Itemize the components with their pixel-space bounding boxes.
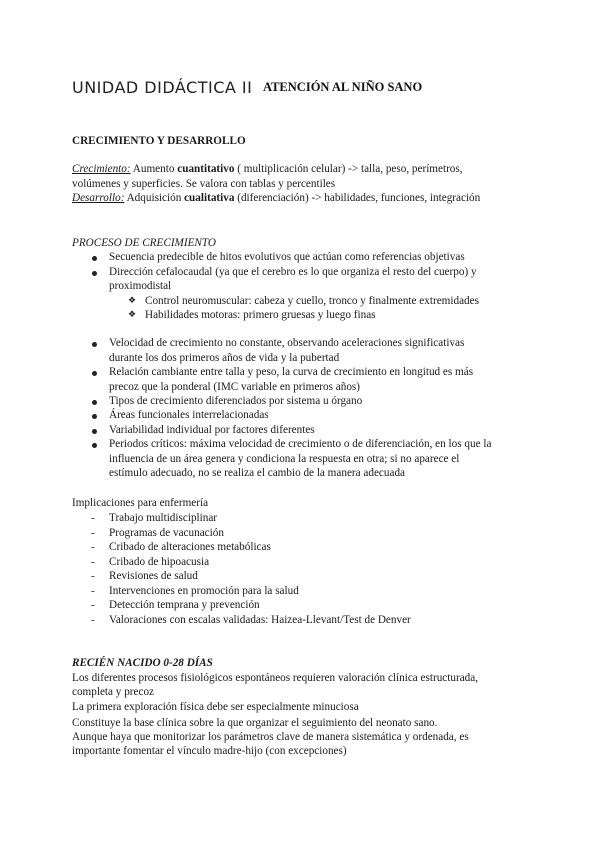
definition-crecimiento	[72, 162, 463, 177]
sub-list-item: Control neuromuscular: cabeza y cuello, tronco y finalmente extremidades	[145, 295, 479, 307]
dash-bullet: -	[91, 556, 95, 568]
list-item: Dirección cefalocaudal (ya que el cerebro es lo que organiza el resto del cuerpo) y	[109, 266, 477, 278]
list-item: Revisiones de salud	[109, 570, 198, 582]
bullet-icon	[92, 342, 97, 347]
list-item-cont: durante los dos primeros años de vida y la pubertad	[109, 352, 340, 364]
list-item: Tipos de crecimiento diferenciados por sistema u órgano	[109, 395, 363, 407]
section-heading-crecimiento-desarrollo: CRECIMIENTO Y DESARROLLO	[72, 135, 246, 147]
list-item: Detección temprana y prevención	[109, 599, 260, 611]
definition-text: ( multiplicación celular) -> talla, peso, perímetros,	[234, 163, 463, 175]
list-item: Valoraciones con escalas validadas: Haizea-Llevant/Test de Denver	[109, 614, 411, 626]
unit-title: UNIDAD DIDÁCTICA II	[72, 78, 253, 97]
list-item-cont: precoz que la ponderal (IMC variable en primeros años)	[109, 381, 360, 393]
definition-desarrollo	[72, 191, 480, 206]
list-item: Áreas funcionales interrelacionadas	[109, 409, 269, 421]
definition-text: (diferenciación) -> habilidades, funciones, integración	[234, 192, 481, 204]
dash-bullet: -	[91, 541, 95, 553]
paragraph-line: Constituye la base clínica sobre la que organizar el seguimiento del neonato sano.	[72, 717, 438, 729]
bullet-icon	[92, 414, 97, 419]
definition-text: Adquisición	[124, 192, 185, 204]
section-heading-implicaciones: Implicaciones para enfermería	[72, 497, 209, 509]
list-item: Intervenciones en promoción para la salud	[109, 585, 299, 597]
term-desarrollo: Desarrollo:	[72, 192, 125, 204]
paragraph-line: La primera exploración física debe ser especialmente minuciosa	[72, 701, 359, 713]
list-item: Variabilidad individual por factores diferentes	[109, 424, 315, 436]
bullet-icon	[92, 429, 97, 434]
dash-bullet: -	[91, 599, 95, 611]
keyword-cuantitativo: cuantitativo	[177, 163, 235, 175]
bullet-icon	[92, 400, 97, 405]
dash-bullet: -	[91, 527, 95, 539]
term-crecimiento: Crecimiento:	[72, 163, 131, 175]
section-heading-proceso: PROCESO DE CRECIMIENTO	[72, 237, 216, 249]
dash-bullet: -	[91, 614, 95, 626]
list-item: Relación cambiante entre talla y peso, la curva de crecimiento en longitud es más	[109, 366, 474, 378]
sub-list-item: Habilidades motoras: primero gruesas y luego finas	[145, 309, 376, 321]
paragraph-line: completa y precoz	[72, 686, 154, 698]
bullet-icon	[92, 271, 97, 276]
list-item: Cribado de hipoacusia	[109, 556, 210, 568]
section-heading-recien-nacido: RECIÉN NACIDO 0-28 DÍAS	[72, 657, 213, 669]
list-item-cont: influencia de un área genera y condiciona la respuesta en otra; si no aparece el	[109, 453, 460, 465]
list-item: Velocidad de crecimiento no constante, observando aceleraciones significativas	[109, 337, 465, 349]
dash-bullet: -	[91, 570, 95, 582]
definition-crecimiento-cont: volúmenes y superficies. Se valora con tablas y percentiles	[72, 178, 336, 190]
diamond-bullet-icon: ❖	[128, 309, 137, 319]
paragraph-line: Los diferentes procesos fisiológicos espontáneos requieren valoración clínica estructurada,	[72, 672, 479, 684]
bullet-icon	[92, 371, 97, 376]
diamond-bullet-icon: ❖	[128, 295, 137, 305]
list-item: Periodos críticos: máxima velocidad de crecimiento o de diferenciación, en los que la	[109, 438, 492, 450]
bullet-icon	[92, 443, 97, 448]
list-item-cont: estímulo adecuado, no se realiza el cambio de la manera adecuada	[109, 467, 406, 479]
list-item: Programas de vacunación	[109, 527, 224, 539]
paragraph-line: importante fomentar el vínculo madre-hijo (con excepciones)	[72, 745, 347, 757]
bullet-icon	[92, 256, 97, 261]
list-item: Cribado de alteraciones metabólicas	[109, 541, 271, 553]
document-title: ATENCIÓN AL NIÑO SANO	[263, 80, 423, 94]
paragraph-line: Aunque haya que monitorizar los parámetros clave de manera sistemática y ordenada, es	[72, 731, 469, 743]
definition-text: Aumento	[130, 163, 178, 175]
dash-bullet: -	[91, 512, 95, 524]
list-item-cont: proximodistal	[109, 280, 172, 292]
list-item: Secuencia predecible de hitos evolutivos que actúan como referencias objetivas	[109, 251, 465, 263]
dash-bullet: -	[91, 585, 95, 597]
keyword-cualitativa: cualitativa	[184, 192, 235, 204]
list-item: Trabajo multidisciplinar	[109, 512, 218, 524]
